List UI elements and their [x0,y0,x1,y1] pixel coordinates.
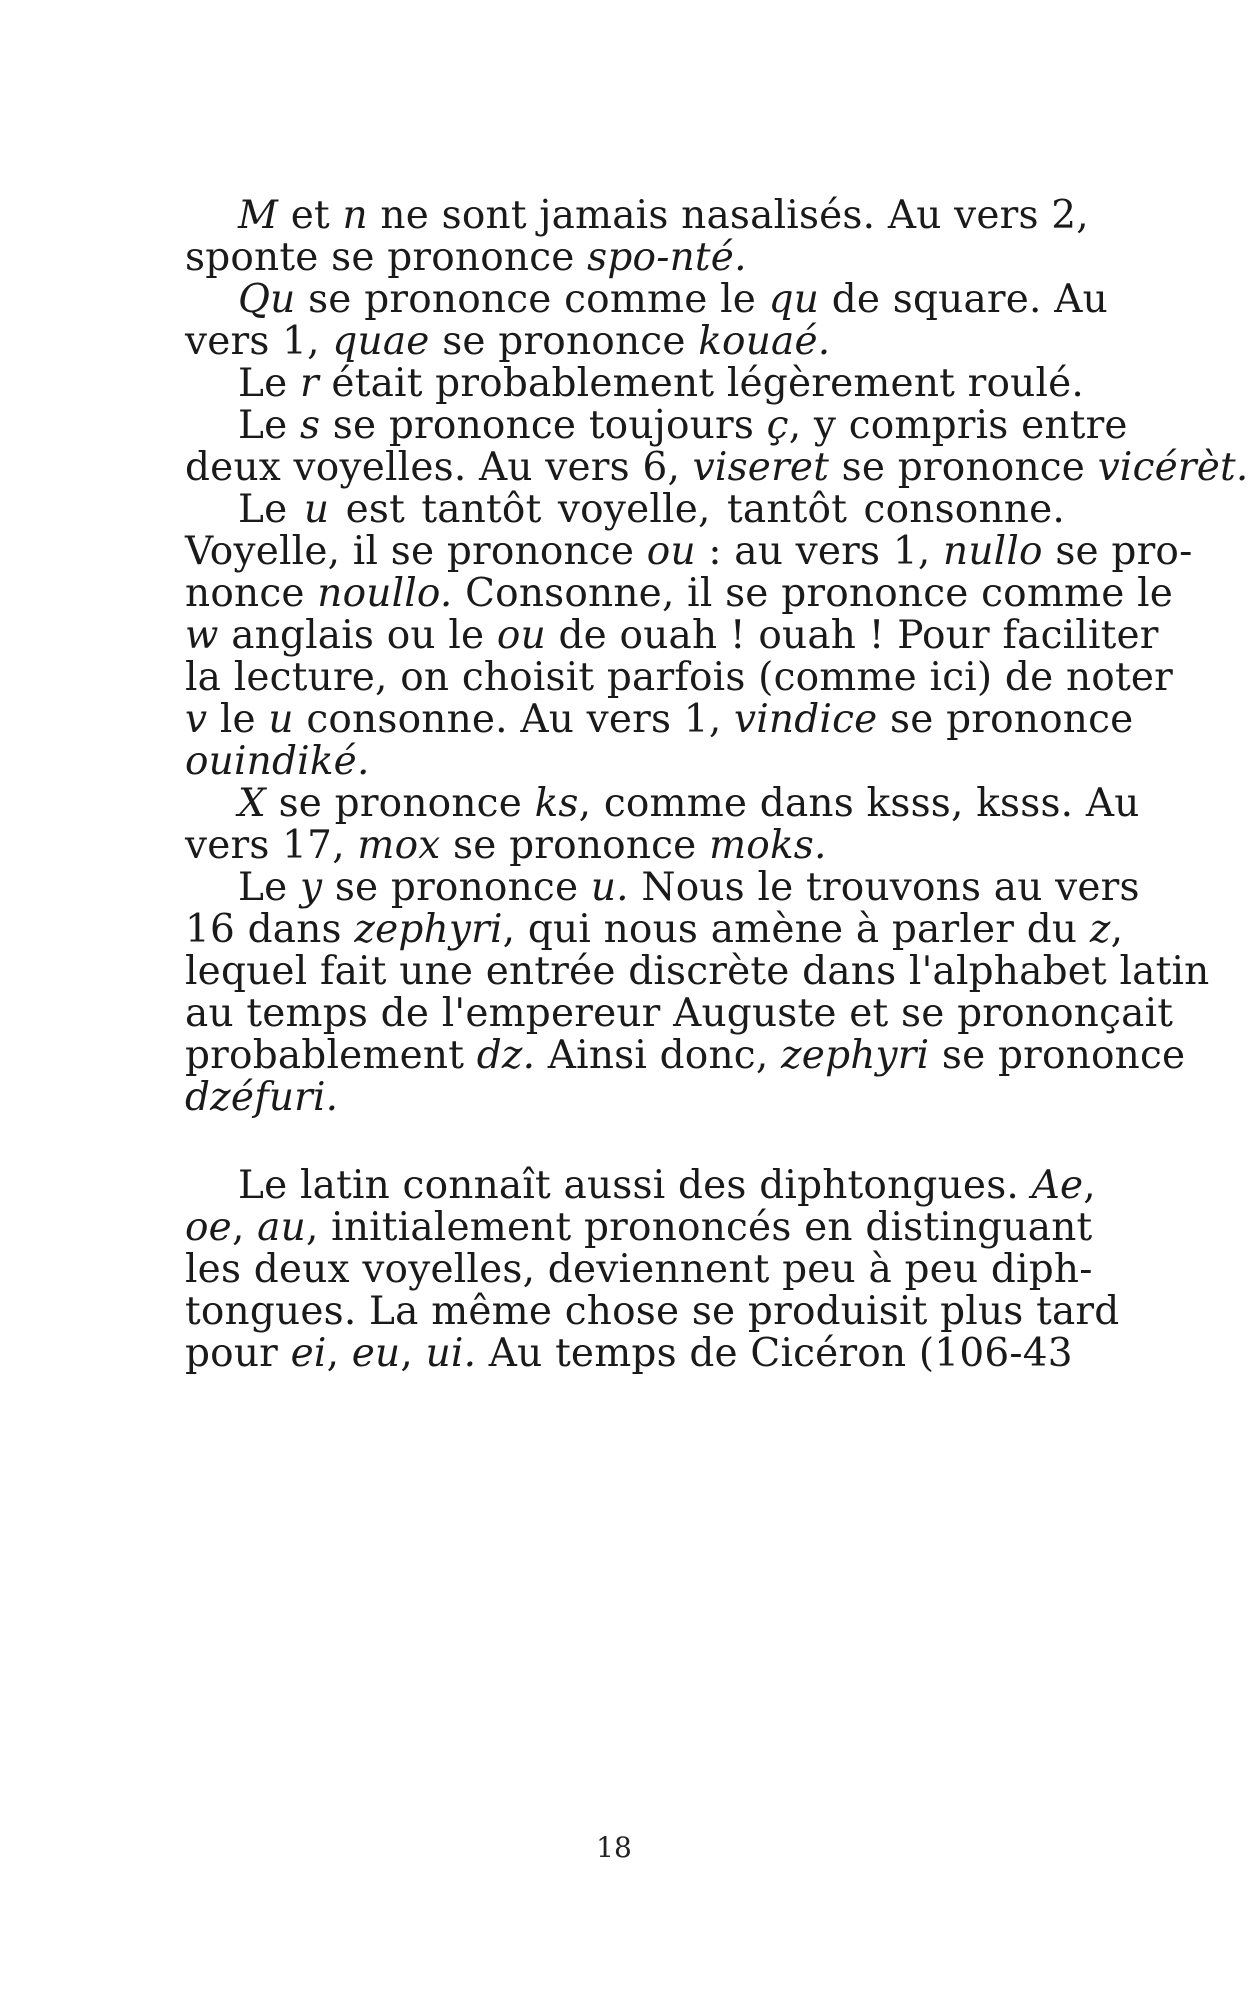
text-line [185,1072,1065,1124]
italic-term: mox [357,823,441,868]
italic-term: ou [496,613,546,658]
text-line: M et n ne sont jamais nasalisés. Au vers 2, [238,193,1089,238]
text-line: 16 dans zephyri, qui nous amène à parler du z, [185,907,1124,952]
italic-term: w [185,613,219,658]
text-line: oe, au, initialement prononcés en distinguant [185,1205,1093,1250]
text-line: sponte se prononce spo-nté. [185,235,747,280]
text-line: w anglais ou le ou de ouah ! ouah ! Pour faciliter [185,613,1159,658]
page-number: 18 [596,1831,632,1864]
text-line: Voyelle, il se prononce ou : au vers 1, nullo se pro- [185,529,1193,574]
italic-term: nullo [943,529,1043,574]
text-line: Le s se prononce toujours ç, y compris entre [238,403,1128,448]
italic-term: eu [351,1331,401,1376]
text-line: pour ei, eu, ui. Au temps de Cicéron (106-43 [185,1331,1073,1376]
italic-term: s [299,403,321,448]
text-line: vers 17, mox se prononce moks. [185,823,827,868]
italic-term: ui. [425,1331,477,1376]
italic-term: qu [768,277,820,322]
text-line: vers 1, quae se prononce kouaé. [185,319,831,364]
text-line: la lecture, on choisit parfois (comme ici) de noter [185,655,1173,700]
italic-term: Qu [238,277,296,322]
text-line: Le latin connaît aussi des diphtongues. Ae, [238,1163,1096,1208]
italic-term: ei [290,1331,327,1376]
italic-term: n [342,193,368,238]
text-line: Le u est tantôt voyelle, tantôt consonne. [238,487,1065,532]
text-line: Qu se prononce comme le qu de square. Au [238,277,1108,322]
italic-term: noullo. [317,571,453,616]
italic-term: spo-nté. [587,235,747,280]
italic-term: viseret [692,445,830,490]
italic-term: X [238,781,266,826]
text-line: nonce noullo. Consonne, il se prononce comme le [185,571,1174,616]
italic-term: moks. [709,823,827,868]
text-line: Le y se prononce u. Nous le trouvons au vers [238,865,1140,910]
italic-term: u [268,697,294,742]
italic-term: z [1089,907,1111,952]
italic-term: dzéfuri. [185,1075,339,1120]
italic-term: quae [332,319,430,364]
text-line: lequel fait une entrée discrète dans l'alphabet latin [185,949,1210,994]
italic-term: dz. [476,1033,536,1078]
italic-term: ç [766,403,789,448]
text-line: v le u consonne. Au vers 1, vindice se prononce [185,697,1134,742]
text-line: au temps de l'empereur Auguste et se prononçait [185,991,1174,1036]
text-line: tongues. La même chose se produisit plus tard [185,1289,1120,1334]
italic-term: u [303,487,330,532]
italic-term: r [299,361,319,406]
italic-term: au [257,1205,306,1250]
italic-term: y [299,865,323,910]
italic-term: u. [590,865,629,910]
italic-term: M [238,193,279,238]
italic-term: ou [646,529,696,574]
italic-term: v [185,697,208,742]
text-line: X se prononce ks, comme dans ksss, ksss. Au [238,781,1140,826]
italic-term: Ae [1031,1163,1084,1208]
text-line: Le r était probablement légèrement roulé. [238,361,1085,406]
italic-term: zephyri [781,1033,930,1078]
italic-term: vicérèt. [1097,445,1249,490]
italic-term: vindice [734,697,878,742]
italic-term: oe [185,1205,232,1250]
text-line: probablement dz. Ainsi donc, zephyri se prononce [185,1033,1186,1078]
italic-term: kouaé. [698,319,831,364]
italic-term: zephyri [354,907,503,952]
text-line: les deux voyelles, deviennent peu à peu diph- [185,1247,1093,1292]
text-line: deux voyelles. Au vers 6, viseret se prononce vicérèt. [185,445,1249,490]
italic-term: ouindiké. [185,739,370,784]
italic-term: ks [534,781,579,826]
